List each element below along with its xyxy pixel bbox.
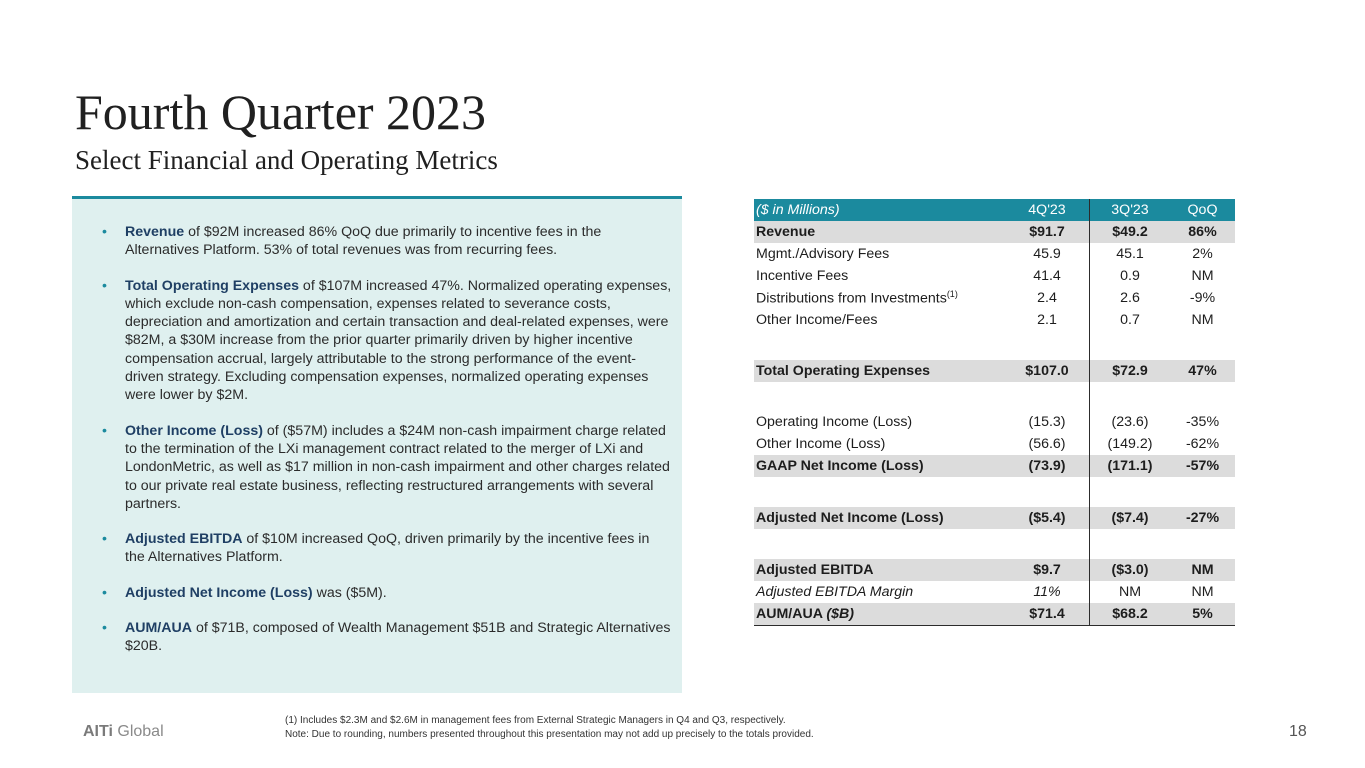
table-row-gaap-net-income: GAAP Net Income (Loss) (73.9) (171.1) -57% <box>754 455 1235 477</box>
header-units: ($ in Millions) <box>754 199 1007 221</box>
bullet-icon: • <box>102 224 107 240</box>
bullet-icon: • <box>102 422 107 439</box>
company-logo: AITi Global <box>83 723 164 740</box>
page-subtitle: Select Financial and Operating Metrics <box>75 145 498 175</box>
table-row-ebitda-margin: Adjusted EBITDA Margin 11% NM NM <box>754 581 1235 603</box>
header-qoq: QoQ <box>1170 199 1235 221</box>
header-3q23: 3Q'23 <box>1090 199 1171 221</box>
bullet-icon: • <box>102 277 107 294</box>
highlights-list <box>72 199 682 656</box>
table-row-other-income: Other Income (Loss) (56.6) (149.2) -62% <box>754 433 1235 455</box>
table-row-total-opex: Total Operating Expenses $107.0 $72.9 47% <box>754 360 1235 382</box>
footnotes <box>285 714 814 742</box>
bullet-total-operating-expenses: • Total Operating Expenses of $107M increased 47%. Normalized operating expenses, which exclude non-cash compensation, expenses related to severance costs, depreciation and amortization and certain transaction and deal-related expenses, were $82M, a $30M increase from the prior quarter primarily driven by higher incentive compensation accrual, largely attributable to the strong performance of the event-driven strategy. Excluding compensation expenses, normalized operating expenses were lower by $2M. <box>102 277 672 404</box>
bullet-icon: • <box>102 620 107 637</box>
table-row-revenue: Revenue $91.7 $49.2 86% <box>754 221 1235 243</box>
table-row-distributions: Distributions from Investments$^{(1)}$ 2.4 2.6 -9% <box>754 287 1235 309</box>
bullet-revenue: • Revenue of $92M increased 86% QoQ due primarily to incentive fees in the Alternatives Platform. 53% of total revenues was from recurring fees. <box>102 224 602 259</box>
page-title: Fourth Quarter 2023 <box>75 84 487 140</box>
financial-metrics-table <box>754 199 1235 626</box>
table-spacer <box>754 477 1235 507</box>
bullet-adjusted-net-income: • Adjusted Net Income (Loss) was ($5M). <box>102 584 387 601</box>
bullet-other-income: • Other Income (Loss) of ($57M) includes a $24M non-cash impairment charge related to the termination of the LXi management contract related to the merger of LXi and LondonMetric, as well as $17 million in non-cash impairment and other charges related to our private real estate business, reflecting restructured arrangements with several partners. <box>102 422 670 512</box>
table-spacer <box>754 331 1235 360</box>
table-row-other-fees: Other Income/Fees 2.1 0.7 NM <box>754 309 1235 331</box>
table-row-aum-aua: AUM/AUA ($B) $71.4 $68.2 5% <box>754 603 1235 626</box>
table-row-adjusted-ebitda: Adjusted EBITDA $9.7 ($3.0) NM <box>754 559 1235 581</box>
bullet-icon: • <box>102 531 107 548</box>
page-number: 18 <box>1289 723 1307 740</box>
footnote-1: (1) Includes $2.3M and $2.6M in management fees from External Strategic Managers in Q4 and Q3, respectively. <box>285 715 786 726</box>
rounding-note: Note: Due to rounding, numbers presented throughout this presentation may not add up precisely to the totals provided. <box>285 729 814 740</box>
header-4q23: 4Q'23 <box>1007 199 1090 221</box>
bullet-adjusted-ebitda: • Adjusted EBITDA of $10M increased QoQ, driven primarily by the incentive fees in the Alternatives Platform. <box>102 531 650 566</box>
highlights-panel <box>72 196 682 693</box>
table-spacer <box>754 529 1235 559</box>
table-row-operating-income: Operating Income (Loss) (15.3) (23.6) -35% <box>754 411 1235 433</box>
footnote-marker: (1) <box>946 289 958 300</box>
bullet-icon: • <box>102 584 107 601</box>
table-row-mgmt-fees: Mgmt./Advisory Fees 45.9 45.1 2% <box>754 243 1235 265</box>
table-row-incentive-fees: Incentive Fees 41.4 0.9 NM <box>754 265 1235 287</box>
table-row-adjusted-net-income: Adjusted Net Income (Loss) ($5.4) ($7.4) -27% <box>754 507 1235 529</box>
bullet-aum-aua: • AUM/AUA of $71B, composed of Wealth Management $51B and Strategic Alternatives $20B. <box>102 620 671 655</box>
table-spacer <box>754 382 1235 411</box>
table-header-row <box>754 199 1235 221</box>
